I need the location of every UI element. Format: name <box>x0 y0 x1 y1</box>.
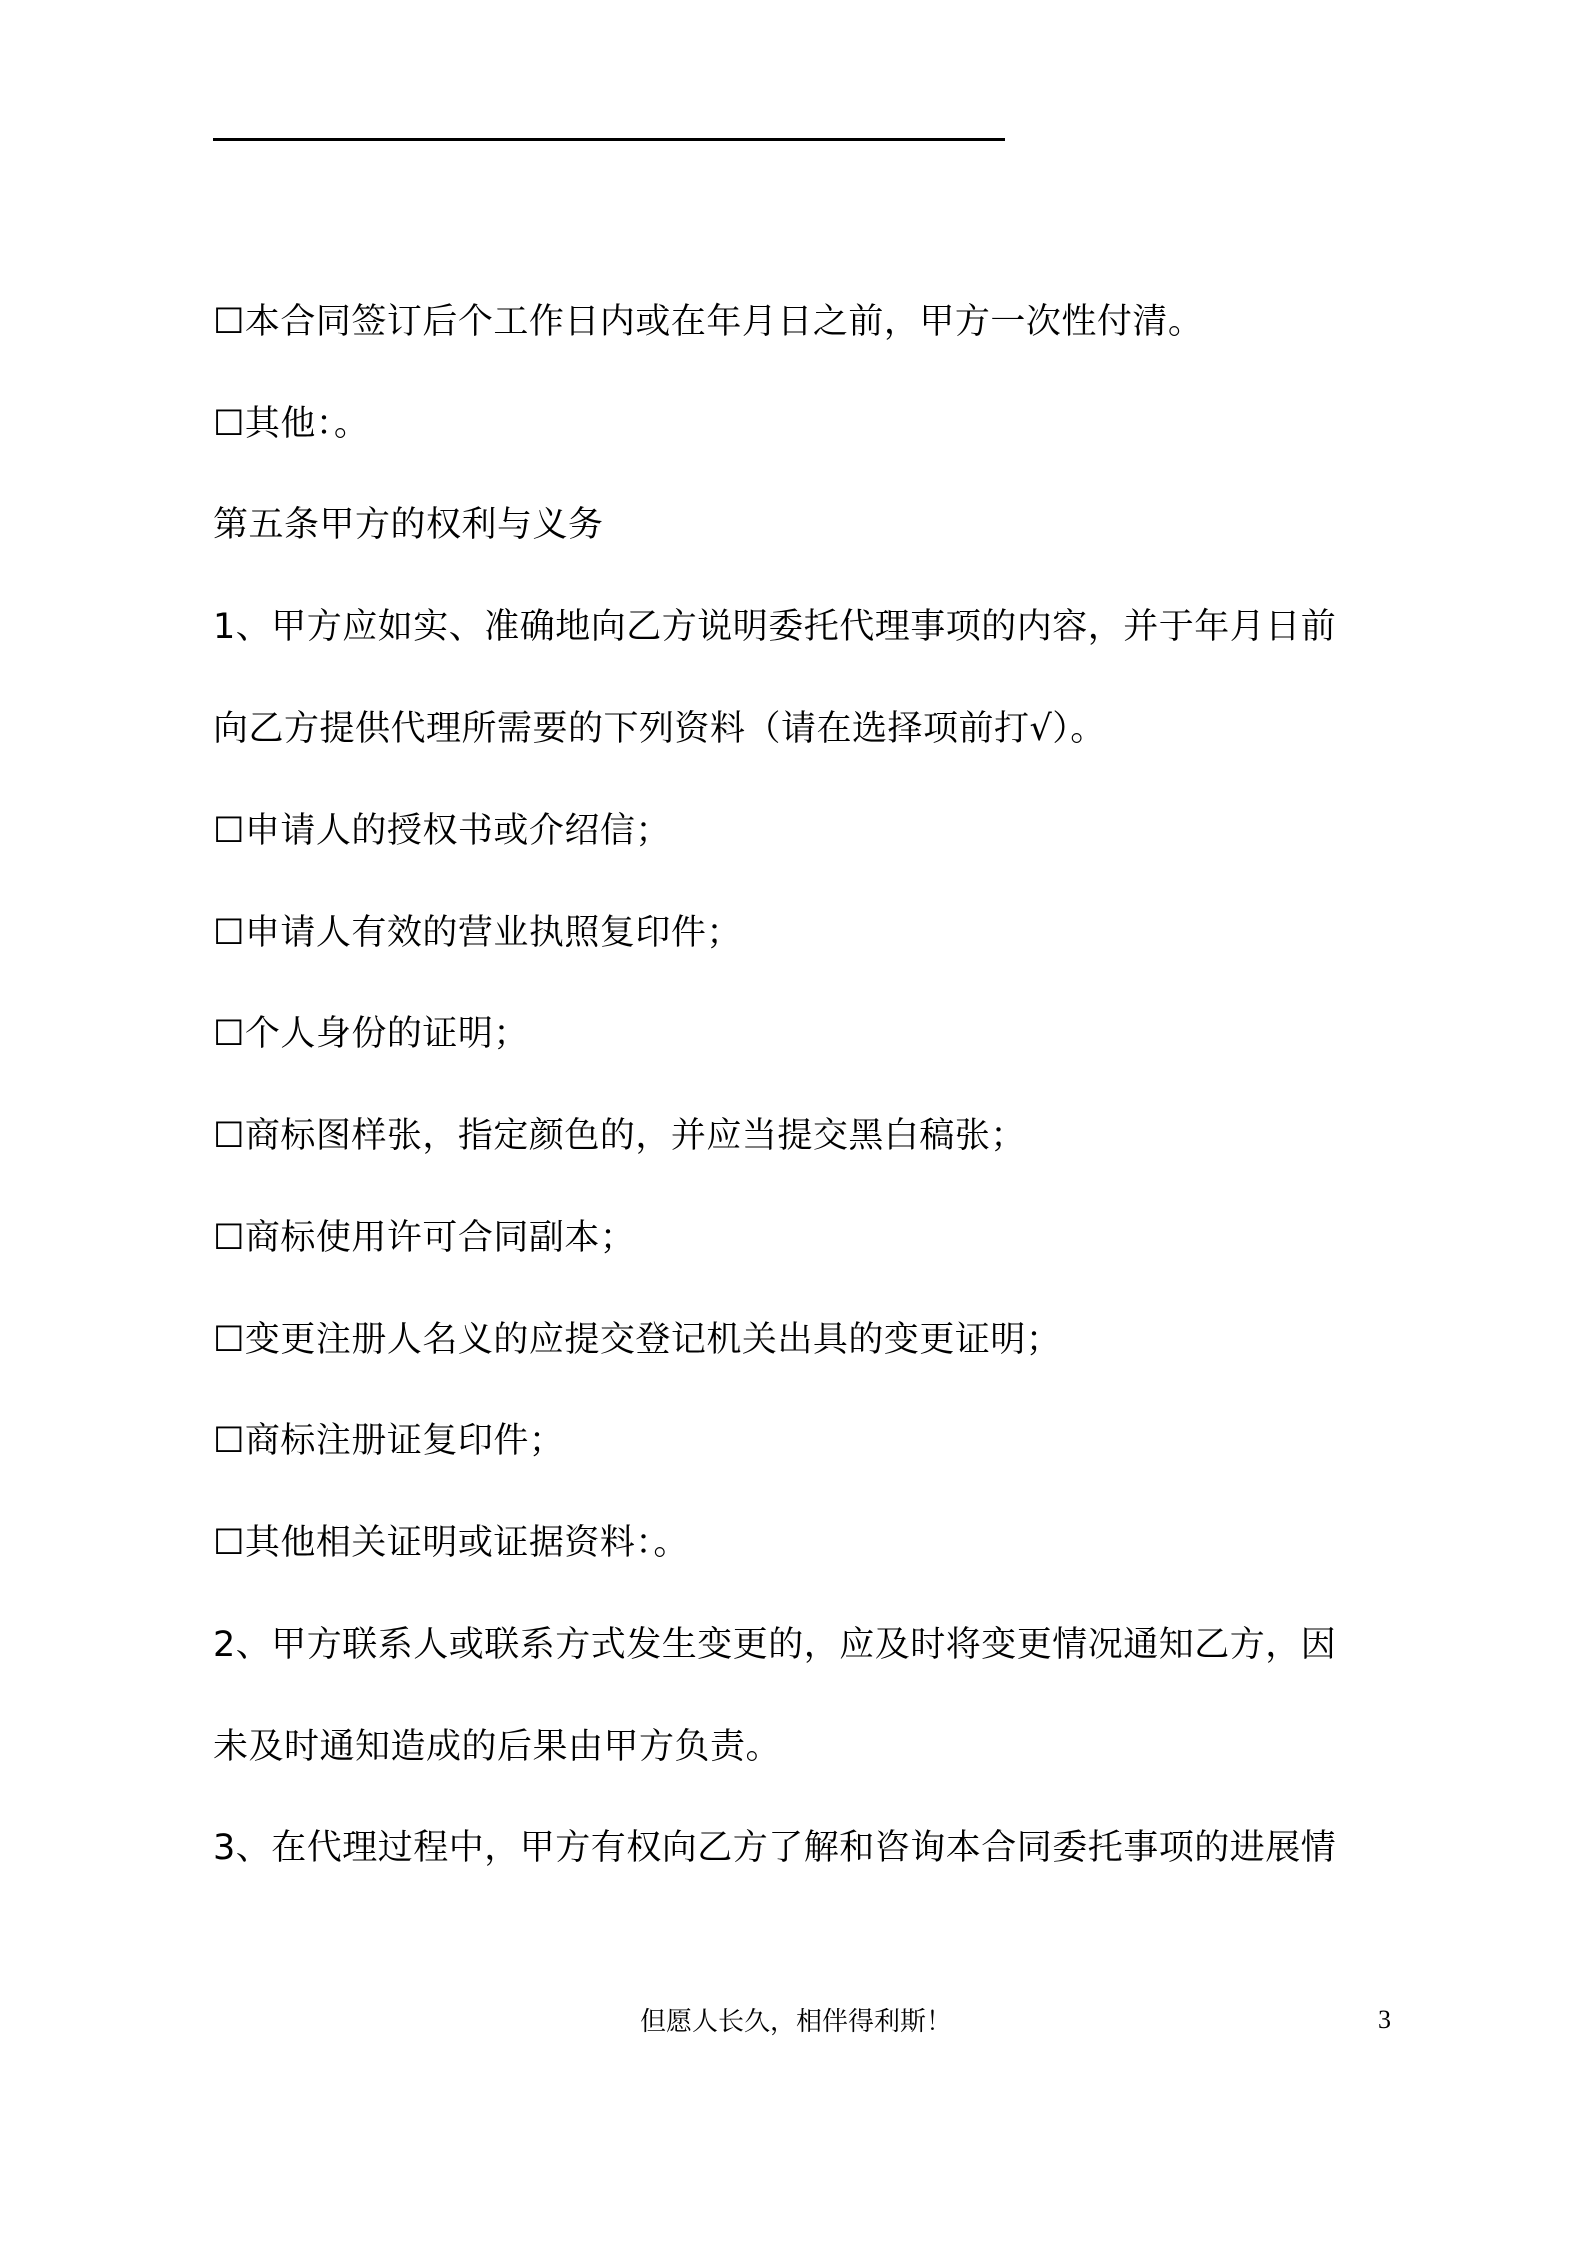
checklist-item: ☐申请人的授权书或介绍信； <box>213 811 671 851</box>
checklist-item: ☐商标使用许可合同副本； <box>213 1218 636 1258</box>
clause-3-line-1: 3、在代理过程中，甲方有权向乙方了解和咨询本合同委托事项的进展情 <box>213 1828 1337 1868</box>
clause-1-line-1: 1、甲方应如实、准确地向乙方说明委托代理事项的内容，并于年月日前 <box>213 607 1337 647</box>
checklist-item: ☐个人身份的证明； <box>213 1014 529 1054</box>
page-number: 3 <box>1378 2005 1391 2034</box>
clause-2-line-1: 2、甲方联系人或联系方式发生变更的，应及时将变更情况通知乙方，因 <box>213 1625 1337 1665</box>
footer-motto: 但愿人长久，相伴得利斯！ <box>640 2007 953 2037</box>
top-rule-divider <box>213 138 1005 141</box>
clause-2-line-2: 未及时通知造成的后果由甲方负责。 <box>213 1727 782 1767</box>
payment-other-line: ☐其他：。 <box>213 404 370 444</box>
checklist-item: ☐其他相关证明或证据资料：。 <box>213 1523 689 1563</box>
checklist-item: ☐申请人有效的营业执照复印件； <box>213 913 742 953</box>
article-heading: 第五条甲方的权利与义务 <box>213 505 604 545</box>
clause-1-line-2: 向乙方提供代理所需要的下列资料（请在选择项前打√）。 <box>213 709 1106 749</box>
payment-option-line: ☐本合同签订后个工作日内或在年月日之前，甲方一次性付清。 <box>213 302 1204 342</box>
checklist-item: ☐商标图样张，指定颜色的，并应当提交黑白稿张； <box>213 1116 1026 1156</box>
checklist-item: ☐商标注册证复印件； <box>213 1421 565 1461</box>
checklist-item: ☐变更注册人名义的应提交登记机关出具的变更证明； <box>213 1320 1062 1360</box>
